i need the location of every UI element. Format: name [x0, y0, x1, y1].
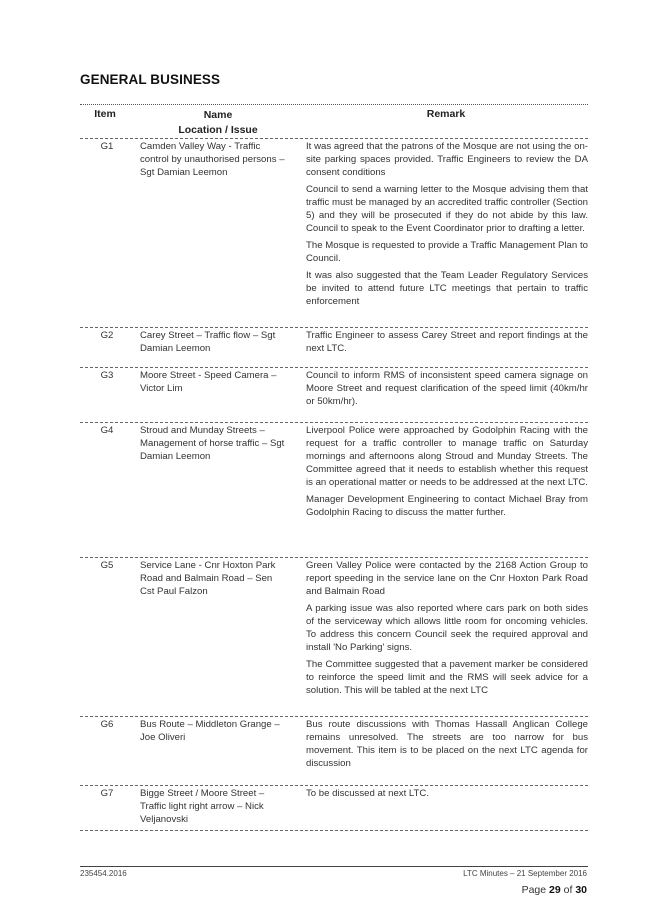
column-header-name-line2: Location / Issue — [178, 124, 258, 136]
footer-rule — [80, 866, 588, 867]
footer-minutes-title: LTC Minutes – 21 September 2016 — [463, 869, 587, 878]
page-number — [522, 884, 587, 896]
row-name-location: Moore Street - Speed Camera – Victor Lim — [140, 370, 277, 394]
row-remark — [306, 329, 588, 359]
remark-paragraph: Bus route discussions with Thomas Hassall Anglican College remains unresolved. The streets are too narrow for bus movement. This item is to be placed on the next LTC agenda for discussion — [306, 719, 588, 769]
row-remark — [306, 140, 588, 312]
row-separator — [80, 327, 588, 328]
remark-paragraph: Council to send a warning letter to the Mosque advising them that traffic must be managed by an accredited traffic controller (Section 5) and they will be prosecuted if they do not abide by this law. Council to speak to the Event Coordinator prior to drafting a letter. — [306, 184, 588, 234]
column-header-item: Item — [94, 108, 116, 120]
remark-paragraph: The Mosque is requested to provide a Traffic Management Plan to Council. — [306, 240, 588, 264]
column-header-name — [136, 108, 300, 138]
row-separator — [80, 422, 588, 423]
remark-paragraph: Liverpool Police were approached by Godolphin Racing with the request for a traffic controller to manage traffic on Saturday mornings and afternoons along Stroud and Munday Streets. The Committee agreed that it needs to establish whether this request is an operational matter or needs to be addressed at the next LTC. — [306, 425, 588, 488]
remark-paragraph: It was also suggested that the Team Leader Regulatory Services be invited to attend future LTC meetings that pertain to traffic enforcement — [306, 270, 588, 307]
column-header-remark: Remark — [426, 108, 466, 120]
row-item-id: G2 — [100, 330, 114, 341]
footer-doc-reference: 235454.2016 — [80, 869, 127, 878]
row-item-id: G3 — [100, 370, 114, 381]
row-remark — [306, 369, 588, 412]
row-separator — [80, 367, 588, 368]
column-header-name-line1: Name — [203, 109, 233, 121]
row-separator — [80, 138, 588, 139]
row-name-location: Carey Street – Traffic flow – Sgt Damian Leemon — [140, 330, 276, 354]
row-item-id: G6 — [100, 719, 114, 730]
remark-paragraph: Green Valley Police were contacted by the 2168 Action Group to report speeding in the service lane on the Cnr Hoxton Park Road and Balmain Road — [306, 560, 588, 597]
row-separator — [80, 716, 588, 717]
section-heading: GENERAL BUSINESS — [80, 72, 221, 87]
row-name-location: Bigge Street / Moore Street – Traffic light right arrow – Nick Veljanovski — [140, 788, 265, 825]
remark-paragraph: A parking issue was also reported where cars park on both sides of the serviceway which allows little room for oncoming vehicles. To address this concern Council seek the required approval and install 'No Parking' signs. — [306, 603, 588, 653]
remark-paragraph: Council to inform RMS of inconsistent speed camera signage on Moore Street and request clarification of the speed limit (40km/hr or 50km/hr). — [306, 370, 588, 407]
row-separator — [80, 557, 588, 558]
row-item-id: G1 — [100, 141, 114, 152]
row-remark — [306, 424, 588, 523]
row-remark — [306, 559, 588, 701]
page-of: of — [563, 884, 573, 896]
row-remark — [306, 718, 588, 774]
remark-paragraph: Manager Development Engineering to contact Michael Bray from Godolphin Racing to discuss the matter further. — [306, 494, 588, 518]
row-item-id: G4 — [100, 425, 114, 436]
row-name-location: Service Lane - Cnr Hoxton Park Road and Balmain Road – Sen Cst Paul Falzon — [140, 560, 276, 597]
row-name-location: Bus Route – Middleton Grange – Joe Oliveri — [140, 719, 280, 743]
page-total: 30 — [575, 884, 587, 896]
remark-paragraph: Traffic Engineer to assess Carey Street and report findings at the next LTC. — [306, 330, 588, 354]
page-label: Page — [521, 884, 547, 896]
remark-paragraph: It was agreed that the patrons of the Mosque are not using the on-site parking spaces provided. Traffic Engineers to review the DA consent conditions — [306, 141, 588, 178]
remark-paragraph: To be discussed at next LTC. — [306, 788, 430, 799]
row-remark — [306, 787, 588, 804]
table-header-top-rule — [80, 104, 588, 105]
remark-paragraph: The Committee suggested that a pavement marker be considered to reinforce the speed limit and the RMS will seek advice for a solution. This will be tabled at the next LTC — [306, 659, 588, 696]
row-name-location: Stroud and Munday Streets – Management of horse traffic – Sgt Damian Leemon — [140, 425, 285, 462]
table-bottom-rule — [80, 830, 588, 831]
row-name-location: Camden Valley Way - Traffic control by unauthorised persons – Sgt Damian Leemon — [140, 141, 285, 178]
row-item-id: G5 — [100, 560, 114, 571]
row-separator — [80, 785, 588, 786]
page-current: 29 — [549, 884, 561, 896]
row-item-id: G7 — [100, 788, 114, 799]
